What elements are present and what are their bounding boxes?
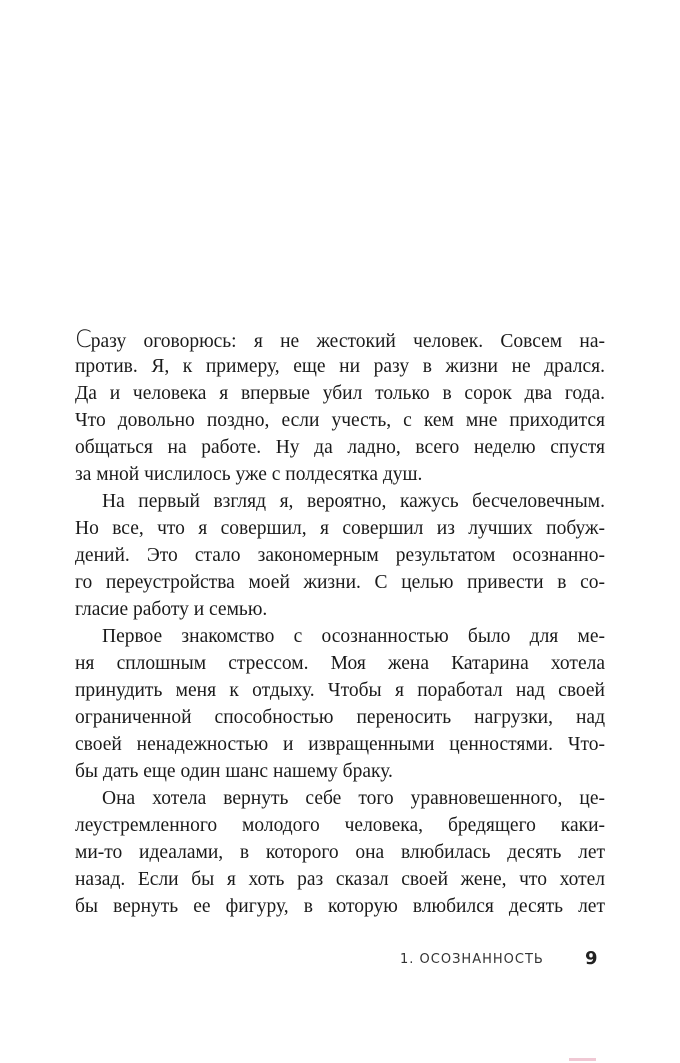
page-edge-mark [569, 1058, 596, 1061]
running-footer-chapter: 1. ОСОЗНАННОСТЬ [400, 952, 544, 967]
body-text [75, 326, 605, 920]
text-line: своей ненадежностью и извращенными ценностями. Что- [75, 734, 605, 755]
text-line: Она хотела вернуть себе того уравновешенного, це- [102, 788, 605, 809]
text-line: бы вернуть ее фигуру, в которую влюбился десять лет [75, 896, 605, 917]
text-line: леустремленного молодого человека, бредящего каки- [75, 815, 605, 836]
text-line: за мной числилось уже с полдесятка душ. [75, 464, 423, 485]
text-line-content: разу оговорюсь: я не жестокий человек. Совсем на- [90, 331, 605, 352]
text-line: бы дать еще один шанс нашему браку. [75, 761, 393, 782]
text-line: Что довольно поздно, если учесть, с кем мне приходится [75, 410, 605, 431]
drop-cap: С [75, 325, 91, 353]
text-line: против. Я, к примеру, еще ни разу в жизни не дрался. [75, 356, 605, 377]
text-line: принудить меня к отдыху. Чтобы я поработал над своей [75, 680, 605, 701]
text-line [75, 326, 605, 353]
text-line: общаться на работе. Ну да ладно, всего неделю спустя [75, 437, 605, 458]
text-line: ми-то идеалами, в которого она влюбилась десять лет [75, 842, 605, 863]
text-line: На первый взгляд я, вероятно, кажусь бесчеловечным. [102, 491, 605, 512]
text-line: гласие работу и семью. [75, 599, 268, 620]
text-line: Но все, что я совершил, я совершил из лучших побуж- [75, 518, 605, 539]
page-number: 9 [585, 948, 598, 969]
text-line: Да и человека я впервые убил только в сорок два года. [75, 383, 605, 404]
text-line: го переустройства моей жизни. С целью привести в со- [75, 572, 605, 593]
text-line: ня сплошным стрессом. Моя жена Катарина хотела [75, 653, 605, 674]
text-line: Первое знакомство с осознанностью было для ме- [102, 626, 605, 647]
text-line: ограниченной способностью переносить нагрузки, над [75, 707, 605, 728]
text-line: дений. Это стало закономерным результатом осознанно- [75, 545, 605, 566]
text-line: назад. Если бы я хоть раз сказал своей жене, что хотел [75, 869, 605, 890]
